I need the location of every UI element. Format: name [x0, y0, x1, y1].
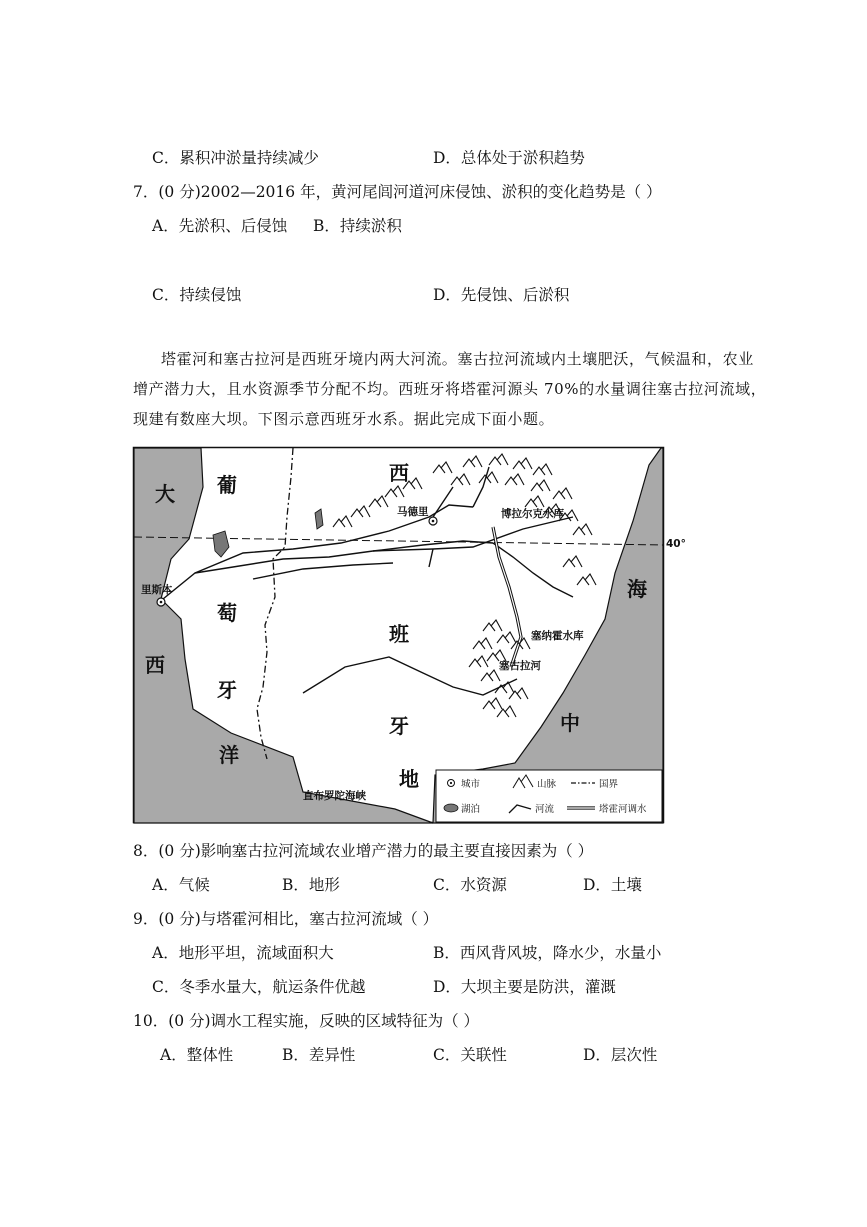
- q9-option-a: A．地形平坦，流域面积大: [152, 944, 334, 962]
- label-ya-pt: 牙: [217, 678, 237, 702]
- q9-option-c: C．冬季水量大，航运条件优越: [152, 978, 366, 996]
- label-zhong: 中: [560, 711, 580, 735]
- passage: [133, 344, 767, 434]
- passage-line-1: 塔霍河和塞古拉河是西班牙境内两大河流。塞古拉河流域内土壤肥沃，气候温和，农业: [161, 350, 754, 368]
- label-lisbon: 里斯本: [141, 584, 173, 596]
- q7-option-d: D．先侵蚀、后淤积: [433, 286, 570, 304]
- label-segura: 塞古拉河: [499, 660, 541, 672]
- q8-option-c: C．水资源: [433, 876, 507, 894]
- legend-diversion: 塔霍河调水: [599, 804, 647, 815]
- q10-option-c: C．关联性: [433, 1046, 507, 1064]
- q8-option-b: B．地形: [282, 876, 340, 894]
- label-gibraltar: 直布罗陀海峡: [303, 790, 366, 802]
- q6-option-c: C．累积冲淤量持续减少: [152, 149, 319, 167]
- q7-option-b: B．持续淤积: [313, 217, 402, 235]
- label-ya: 牙: [389, 714, 409, 738]
- label-da: 大: [155, 482, 175, 506]
- label-yang: 洋: [219, 743, 239, 767]
- legend-city: 城市: [461, 779, 481, 790]
- q7-option-a: A．先淤积、后侵蚀: [152, 217, 288, 235]
- passage-line-2: 增产潜力大，且水资源季节分配不均。西班牙将塔霍河源头 70%的水量调往塞古拉河流域，: [133, 380, 767, 398]
- label-hai: 海: [627, 577, 647, 601]
- label-bolarque: 博拉尔克水库: [501, 508, 564, 520]
- label-ban: 班: [389, 622, 409, 646]
- q10-stem: 10．(0 分)调水工程实施，反映的区域特征为（ ）: [133, 1012, 480, 1030]
- q9-stem: 9．(0 分)与塔霍河相比，塞古拉河流域（ ）: [133, 910, 439, 928]
- q8-option-a: A．气候: [152, 876, 210, 894]
- label-pu: 葡: [217, 473, 237, 497]
- q9-option-b: B．西风背风坡，降水少，水量小: [433, 944, 662, 962]
- label-xi-ocean: 西: [145, 653, 165, 677]
- label-di: 地: [399, 767, 419, 791]
- q8-stem: 8．(0 分)影响塞古拉河流域农业增产潜力的最主要直接因素为（ ）: [133, 842, 594, 860]
- legend-border: 国界: [599, 779, 619, 790]
- latitude-40-label: 40°: [666, 538, 686, 550]
- label-tao: 萄: [217, 601, 237, 625]
- q10-option-d: D．层次性: [583, 1046, 658, 1064]
- label-xi: 西: [389, 461, 409, 485]
- q7-stem: 7．(0 分)2002—2016 年，黄河尾闾河道河床侵蚀、淤积的变化趋势是（ ）: [133, 183, 662, 201]
- q6-option-d: D．总体处于淤积趋势: [433, 149, 585, 167]
- legend-lake: 湖泊: [461, 804, 481, 815]
- map-legend: [436, 770, 662, 822]
- legend-river: 河流: [535, 804, 555, 815]
- legend-mountain: 山脉: [537, 779, 557, 790]
- q10-option-b: B．差异性: [282, 1046, 356, 1064]
- passage-line-3: 现建有数座大坝。下图示意西班牙水系。据此完成下面小题。: [133, 410, 555, 428]
- q9-option-d: D．大坝主要是防洪，灌溉: [433, 978, 616, 996]
- q8-option-d: D．土壤: [583, 876, 642, 894]
- q10-option-a: A．整体性: [160, 1046, 234, 1064]
- spain-water-system-map: [133, 447, 686, 823]
- label-cenajo: 塞纳霍水库: [531, 630, 584, 642]
- label-madrid: 马德里: [397, 506, 429, 518]
- q7-option-c: C．持续侵蚀: [152, 286, 242, 304]
